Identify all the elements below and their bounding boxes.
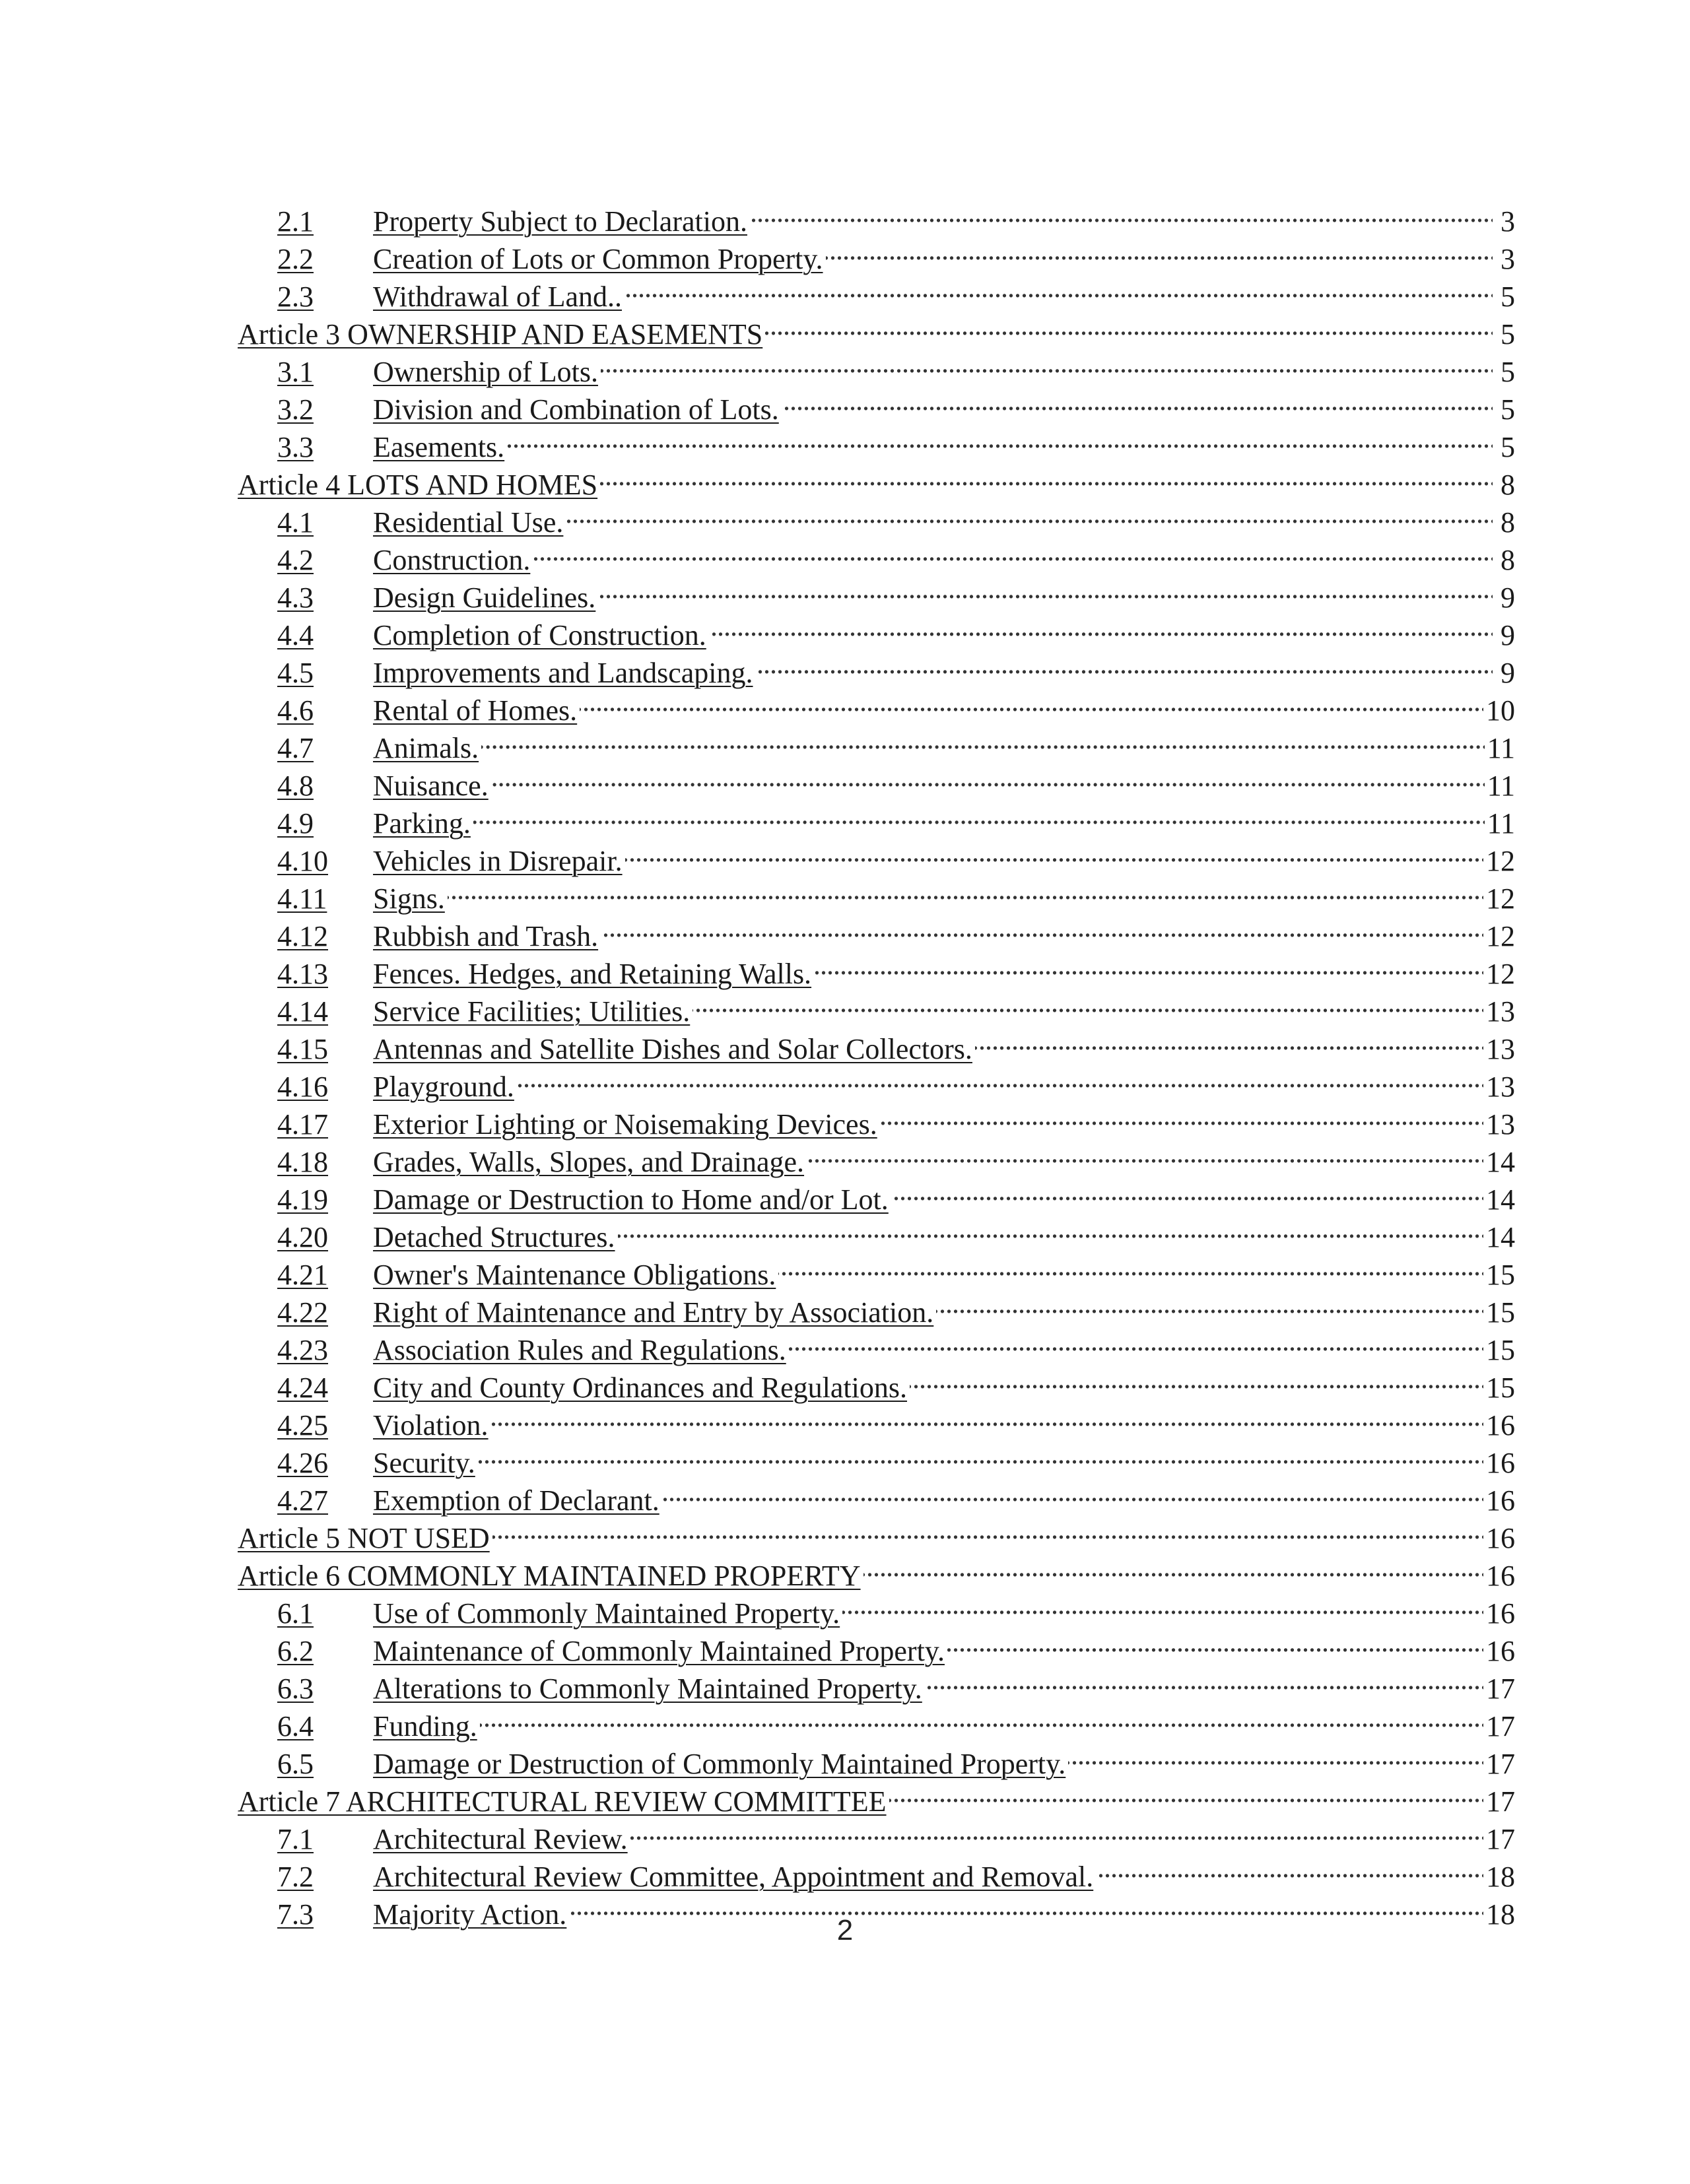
toc-section-number[interactable]: 6.4 — [277, 1710, 314, 1742]
toc-page-number: 12 — [1486, 958, 1515, 990]
toc-entry-title[interactable]: Detached Structures. — [373, 1221, 615, 1253]
toc-section-number[interactable]: 4.15 — [277, 1033, 328, 1065]
toc-section-number[interactable]: 6.5 — [277, 1748, 314, 1780]
toc-dot-leader — [910, 1360, 1483, 1397]
toc-section-number[interactable]: 4.12 — [277, 920, 328, 952]
toc-section-number[interactable]: 2.2 — [277, 243, 314, 275]
toc-entry-title[interactable]: Violation. — [373, 1409, 489, 1441]
toc-entry-title[interactable]: Easements. — [373, 431, 505, 463]
toc-page-number: 9 — [1501, 581, 1515, 614]
toc-section-entry[interactable] — [238, 193, 1515, 238]
toc-page-number: 14 — [1486, 1221, 1515, 1253]
toc-section-entry[interactable] — [238, 1096, 1515, 1141]
toc-entry-title[interactable]: Playground. — [373, 1071, 514, 1103]
toc-dot-leader — [1068, 1736, 1483, 1773]
toc-article-entry[interactable] — [238, 1773, 1515, 1818]
toc-section-number[interactable]: 4.22 — [277, 1296, 328, 1329]
toc-dot-leader — [517, 1059, 1483, 1096]
toc-section-number[interactable]: 4.18 — [277, 1146, 328, 1178]
toc-page-number: 8 — [1501, 506, 1515, 539]
toc-section-entry[interactable] — [238, 419, 1515, 463]
toc-section-number[interactable]: 4.24 — [277, 1372, 328, 1404]
toc-dot-leader — [778, 1247, 1483, 1284]
toc-dot-leader — [492, 1510, 1483, 1548]
toc-page-number: 18 — [1486, 1861, 1515, 1893]
toc-dot-leader — [580, 682, 1483, 720]
toc-entry-title[interactable]: Maintenance of Commonly Maintained Property. — [373, 1635, 945, 1667]
toc-entry-title[interactable]: Article 5 NOT USED — [238, 1522, 490, 1554]
toc-entry-title[interactable]: Article 4 LOTS AND HOMES — [238, 469, 598, 501]
toc-section-entry[interactable] — [238, 758, 1515, 802]
toc-dot-leader — [693, 983, 1483, 1021]
toc-section-entry[interactable] — [238, 1849, 1515, 1893]
toc-section-entry[interactable] — [238, 1736, 1515, 1780]
toc-entry-title[interactable]: Vehicles in Disrepair. — [373, 845, 623, 877]
toc-page-number: 17 — [1486, 1672, 1515, 1705]
toc-entry-title[interactable]: Architectural Review Committee, Appointment and Removal. — [373, 1861, 1094, 1893]
toc-dot-leader — [880, 1096, 1483, 1134]
toc-section-number[interactable]: 3.2 — [277, 393, 314, 426]
toc-section-entry[interactable] — [238, 1435, 1515, 1479]
toc-page-number: 17 — [1486, 1823, 1515, 1855]
toc-section-number[interactable]: 4.26 — [277, 1447, 328, 1479]
toc-page-number: 10 — [1486, 694, 1515, 727]
toc-section-entry[interactable] — [238, 1397, 1515, 1441]
toc-section-entry[interactable] — [238, 269, 1515, 313]
toc-section-number[interactable]: 6.2 — [277, 1635, 314, 1667]
toc-dot-leader — [1096, 1849, 1483, 1886]
toc-dot-leader — [480, 1698, 1483, 1736]
toc-section-number[interactable]: 7.1 — [277, 1823, 314, 1855]
toc-section-number[interactable]: 4.25 — [277, 1409, 328, 1441]
toc-dot-leader — [601, 908, 1483, 946]
toc-page-number: 15 — [1486, 1372, 1515, 1404]
toc-dot-leader — [891, 1172, 1483, 1209]
toc-page-number: 13 — [1486, 1071, 1515, 1103]
toc-section-entry[interactable] — [238, 871, 1515, 915]
toc-article-entry[interactable] — [238, 306, 1515, 350]
toc-dot-leader — [630, 1811, 1483, 1849]
toc-entry-title[interactable]: Signs. — [373, 882, 445, 915]
toc-dot-leader — [750, 193, 1493, 231]
toc-section-number[interactable]: 4.8 — [277, 770, 314, 802]
toc-entry-title[interactable]: Antennas and Satellite Dishes and Solar Collectors. — [373, 1033, 972, 1065]
toc-dot-leader — [863, 1548, 1483, 1585]
toc-section-entry[interactable] — [238, 1473, 1515, 1517]
toc-section-entry[interactable] — [238, 494, 1515, 539]
toc-article-entry[interactable] — [238, 1510, 1515, 1554]
toc-section-number[interactable]: 4.17 — [277, 1108, 328, 1141]
toc-dot-leader — [507, 419, 1493, 457]
toc-entry-title[interactable]: Improvements and Landscaping. — [373, 657, 753, 689]
toc-section-entry[interactable] — [238, 682, 1515, 727]
toc-page-number: 14 — [1486, 1183, 1515, 1216]
toc-page-number: 12 — [1486, 920, 1515, 952]
toc-section-number[interactable]: 4.1 — [277, 506, 314, 539]
toc-dot-leader — [618, 1209, 1483, 1247]
toc-page-number: 9 — [1501, 657, 1515, 689]
toc-dot-leader — [448, 871, 1483, 908]
toc-page-number: 13 — [1486, 995, 1515, 1028]
toc-entry-title[interactable]: Right of Maintenance and Entry by Association. — [373, 1296, 934, 1329]
toc-page-number: 9 — [1501, 619, 1515, 651]
toc-section-entry[interactable] — [238, 231, 1515, 275]
toc-section-entry[interactable] — [238, 1284, 1515, 1329]
toc-entry-title[interactable]: Damage or Destruction of Commonly Maintained Property. — [373, 1748, 1066, 1780]
toc-dot-leader — [473, 795, 1485, 833]
toc-entry-title[interactable]: Grades, Walls, Slopes, and Drainage. — [373, 1146, 805, 1178]
toc-entry-title[interactable]: Alterations to Commonly Maintained Property. — [373, 1672, 922, 1705]
toc-entry-title[interactable]: Ownership of Lots. — [373, 356, 598, 388]
toc-section-number[interactable]: 4.10 — [277, 845, 328, 877]
toc-entry-title[interactable]: Rubbish and Trash. — [373, 920, 599, 952]
toc-section-entry[interactable] — [238, 381, 1515, 426]
toc-page-number: 3 — [1501, 205, 1515, 238]
toc-page-number: 16 — [1486, 1409, 1515, 1441]
toc-section-entry[interactable] — [238, 1059, 1515, 1103]
toc-dot-leader — [842, 1585, 1483, 1623]
toc-entry-title[interactable]: Completion of Construction. — [373, 619, 706, 651]
toc-entry-title[interactable]: Damage or Destruction to Home and/or Lot. — [373, 1183, 889, 1216]
toc-section-number[interactable]: 4.6 — [277, 694, 314, 727]
toc-page-number: 5 — [1501, 431, 1515, 463]
toc-page-number: 15 — [1486, 1259, 1515, 1291]
toc-page-number: 16 — [1486, 1522, 1515, 1554]
toc-dot-leader — [709, 607, 1493, 645]
toc-section-entry[interactable] — [238, 1134, 1515, 1178]
toc-section-number[interactable]: 4.23 — [277, 1334, 328, 1366]
toc-section-number[interactable]: 4.27 — [277, 1484, 328, 1517]
toc-section-number[interactable]: 4.4 — [277, 619, 314, 651]
toc-page-number: 14 — [1486, 1146, 1515, 1178]
toc-section-number[interactable]: 4.3 — [277, 581, 314, 614]
toc-section-entry[interactable] — [238, 1811, 1515, 1855]
toc-page-number: 15 — [1486, 1334, 1515, 1366]
toc-page-number: 3 — [1501, 243, 1515, 275]
toc-entry-title[interactable]: Article 6 COMMONLY MAINTAINED PROPERTY — [238, 1560, 861, 1592]
toc-dot-leader — [600, 457, 1493, 494]
toc-entry-title[interactable]: Article 3 OWNERSHIP AND EASEMENTS — [238, 318, 763, 350]
toc-section-entry[interactable] — [238, 344, 1515, 388]
toc-page-number: 12 — [1486, 882, 1515, 915]
toc-page-number: 16 — [1486, 1447, 1515, 1479]
toc-entry-title[interactable]: Withdrawal of Land.. — [373, 281, 622, 313]
toc-page-number: 5 — [1501, 393, 1515, 426]
toc-dot-leader — [491, 758, 1485, 795]
toc-dot-leader — [765, 306, 1493, 344]
toc-dot-leader — [782, 381, 1493, 419]
toc-section-number[interactable]: 4.21 — [277, 1259, 328, 1291]
toc-section-entry[interactable] — [238, 1247, 1515, 1291]
toc-page-number: 17 — [1486, 1710, 1515, 1742]
toc-section-entry[interactable] — [238, 833, 1515, 877]
toc-page-number: 16 — [1486, 1635, 1515, 1667]
page-number: 2 — [836, 1914, 854, 1946]
toc-dot-leader — [889, 1773, 1483, 1811]
toc-dot-leader — [533, 532, 1493, 570]
toc-section-number[interactable]: 4.11 — [277, 882, 327, 915]
toc-dot-leader — [814, 946, 1483, 983]
toc-page-number: 11 — [1487, 807, 1515, 840]
toc-section-entry[interactable] — [238, 795, 1515, 840]
toc-entry-title[interactable]: Animals. — [373, 732, 479, 764]
toc-section-entry[interactable] — [238, 908, 1515, 952]
toc-page-number: 8 — [1501, 469, 1515, 501]
toc-page-number: 17 — [1486, 1748, 1515, 1780]
toc-section-entry[interactable] — [238, 570, 1515, 614]
toc-page-number: 5 — [1501, 281, 1515, 313]
toc-section-number[interactable]: 3.1 — [277, 356, 314, 388]
toc-entry-title[interactable]: Fences. Hedges, and Retaining Walls. — [373, 958, 812, 990]
toc-entry-title[interactable]: Use of Commonly Maintained Property. — [373, 1597, 840, 1630]
toc-section-entry[interactable] — [238, 1021, 1515, 1065]
toc-page-number: 11 — [1487, 770, 1515, 802]
toc-section-number[interactable]: 3.3 — [277, 431, 314, 463]
toc-section-entry[interactable] — [238, 645, 1515, 689]
toc-dot-leader — [566, 494, 1493, 532]
toc-page-number: 12 — [1486, 845, 1515, 877]
toc-section-entry[interactable] — [238, 1661, 1515, 1705]
toc-entry-title[interactable]: Nuisance. — [373, 770, 489, 802]
toc-section-entry[interactable] — [238, 1172, 1515, 1216]
toc-entry-title[interactable]: Creation of Lots or Common Property. — [373, 243, 823, 275]
toc-dot-leader — [936, 1284, 1483, 1322]
toc-section-number[interactable]: 2.3 — [277, 281, 314, 313]
toc-section-entry[interactable] — [238, 1360, 1515, 1404]
toc-section-number[interactable]: 4.20 — [277, 1221, 328, 1253]
toc-dot-leader — [807, 1134, 1483, 1172]
toc-section-entry[interactable] — [238, 1322, 1515, 1366]
toc-page-number: 13 — [1486, 1033, 1515, 1065]
toc-page-number: 8 — [1501, 544, 1515, 576]
toc-entry-title[interactable]: Owner's Maintenance Obligations. — [373, 1259, 776, 1291]
toc-dot-leader — [789, 1322, 1483, 1360]
toc-page-number: 5 — [1501, 318, 1515, 350]
toc-entry-title[interactable]: Majority Action. — [373, 1898, 567, 1931]
toc-section-number[interactable]: 6.3 — [277, 1672, 314, 1705]
toc-entry-title[interactable]: Rental of Homes. — [373, 694, 578, 727]
toc-section-entry[interactable] — [238, 607, 1515, 651]
table-of-contents — [238, 193, 1515, 1931]
toc-dot-leader — [598, 570, 1493, 607]
toc-entry-title[interactable]: Security. — [373, 1447, 475, 1479]
toc-page-number: 16 — [1486, 1597, 1515, 1630]
toc-page-number: 16 — [1486, 1484, 1515, 1517]
toc-entry-title[interactable]: Division and Combination of Lots. — [373, 393, 779, 426]
toc-section-number[interactable]: 4.19 — [277, 1183, 328, 1216]
toc-section-number[interactable]: 4.14 — [277, 995, 328, 1028]
toc-dot-leader — [625, 833, 1483, 871]
toc-entry-title[interactable]: Article 7 ARCHITECTURAL REVIEW COMMITTEE — [238, 1785, 887, 1818]
toc-page-number: 16 — [1486, 1560, 1515, 1592]
toc-entry-title[interactable]: Architectural Review. — [373, 1823, 628, 1855]
toc-section-number[interactable]: 4.2 — [277, 544, 314, 576]
toc-section-number[interactable]: 4.7 — [277, 732, 314, 764]
toc-entry-title[interactable]: Design Guidelines. — [373, 581, 596, 614]
toc-section-number[interactable]: 4.5 — [277, 657, 314, 689]
toc-section-number[interactable]: 6.1 — [277, 1597, 314, 1630]
toc-section-entry[interactable] — [238, 1585, 1515, 1630]
toc-entry-title[interactable]: Residential Use. — [373, 506, 564, 539]
toc-dot-leader — [947, 1623, 1483, 1661]
toc-dot-leader — [478, 1435, 1483, 1473]
toc-dot-leader — [481, 720, 1485, 758]
toc-page-number: 13 — [1486, 1108, 1515, 1141]
toc-page-number: 18 — [1486, 1898, 1515, 1931]
toc-section-number[interactable]: 7.3 — [277, 1898, 314, 1931]
toc-article-entry[interactable] — [238, 1548, 1515, 1592]
toc-article-entry[interactable] — [238, 457, 1515, 501]
toc-section-number[interactable]: 4.13 — [277, 958, 328, 990]
toc-section-number[interactable]: 4.9 — [277, 807, 314, 840]
toc-section-number[interactable]: 2.1 — [277, 205, 314, 238]
toc-entry-title[interactable]: City and County Ordinances and Regulations. — [373, 1372, 907, 1404]
toc-section-number[interactable]: 7.2 — [277, 1861, 314, 1893]
toc-dot-leader — [826, 231, 1493, 269]
toc-page-number: 11 — [1487, 732, 1515, 764]
toc-dot-leader — [756, 645, 1493, 682]
toc-entry-title[interactable]: Property Subject to Declaration. — [373, 205, 747, 238]
toc-section-entry[interactable] — [238, 1623, 1515, 1667]
toc-section-entry[interactable] — [238, 983, 1515, 1028]
toc-dot-leader — [625, 269, 1493, 306]
toc-dot-leader — [491, 1397, 1483, 1435]
toc-entry-title[interactable]: Association Rules and Regulations. — [373, 1334, 786, 1366]
toc-section-entry[interactable] — [238, 532, 1515, 576]
toc-dot-leader — [662, 1473, 1483, 1510]
toc-section-entry[interactable] — [238, 1209, 1515, 1253]
toc-entry-title[interactable]: Funding. — [373, 1710, 477, 1742]
toc-section-entry[interactable] — [238, 720, 1515, 764]
toc-dot-leader — [925, 1661, 1483, 1698]
toc-page-number: 15 — [1486, 1296, 1515, 1329]
toc-dot-leader — [601, 344, 1493, 381]
toc-entry-title[interactable]: Service Facilities; Utilities. — [373, 995, 691, 1028]
toc-entry-title[interactable]: Parking. — [373, 807, 471, 840]
toc-entry-title[interactable]: Exterior Lighting or Noisemaking Devices. — [373, 1108, 877, 1141]
toc-section-number[interactable]: 4.16 — [277, 1071, 328, 1103]
toc-entry-title[interactable]: Exemption of Declarant. — [373, 1484, 659, 1517]
toc-page-number: 5 — [1501, 356, 1515, 388]
toc-dot-leader — [975, 1021, 1483, 1059]
toc-section-entry[interactable] — [238, 1698, 1515, 1742]
toc-page-number: 17 — [1486, 1785, 1515, 1818]
toc-section-entry[interactable] — [238, 946, 1515, 990]
toc-entry-title[interactable]: Construction. — [373, 544, 531, 576]
